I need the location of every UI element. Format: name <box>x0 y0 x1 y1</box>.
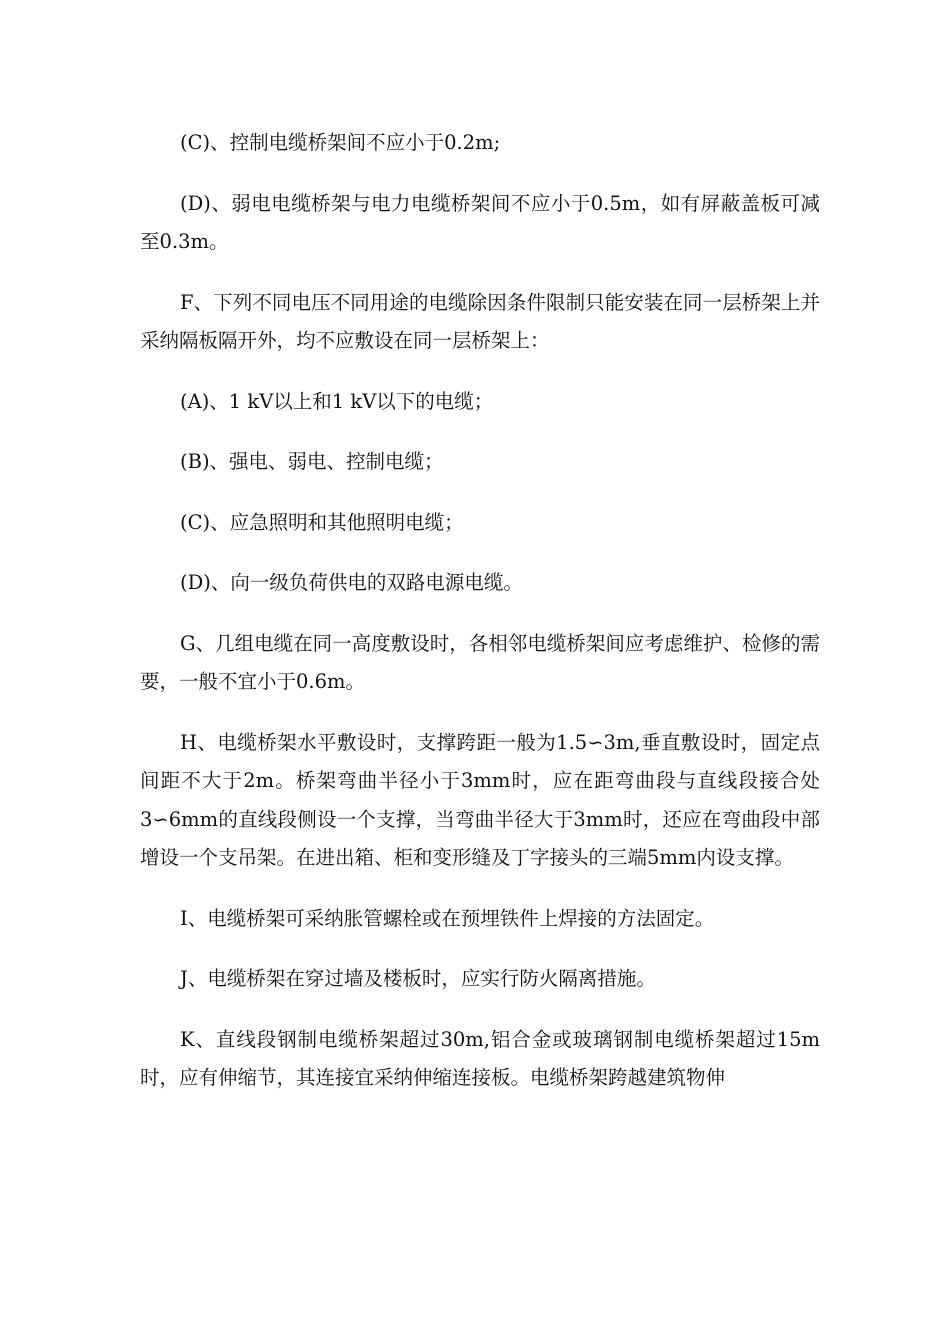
paragraph-j-fire-isolation: J、电缆桥架在穿过墙及楼板时，应实行防火隔离措施。 <box>180 967 656 990</box>
paragraph-i-fixing: I、电缆桥架可采纳胀管螺栓或在预埋铁件上焊接的方法固定。 <box>180 906 715 930</box>
paragraph-g-spacing: G、几组电缆在同一高度敷设时，各相邻电缆桥架间应考虑维护、检修的需要，一般不宜小于0.6m。 <box>140 631 820 693</box>
paragraph-f-separation-rule: F、下列不同电压不同用途的电缆除因条件限制只能安装在同一层桥架上并采纳隔板隔开外，均不应敷设在同一层桥架上： <box>140 290 820 352</box>
document-body <box>140 124 820 1120</box>
paragraph-c-control-cable: (C)、控制电缆桥架间不应小于0.2m; <box>180 131 501 154</box>
paragraph-a-voltage: (A)、1 kV以上和1 kV以下的电缆； <box>180 389 494 413</box>
paragraph-h-support-span: H、电缆桥架水平敷设时，支撑跨距一般为1.5∽3m,垂直敷设时，固定点间距不大于2m。桥架弯曲半径小于3mm时，应在距弯曲段与直线段接合处3∽6mm的直线段侧设一个支撑，当弯曲半径大于3mm时，还应在弯曲段中部增设一个支吊架。在进出箱、柜和变形缝及丁字接头的三端5mm内设支撑。 <box>140 730 820 869</box>
paragraph-k-expansion-joint: K、直线段钢制电缆桥架超过30m,铝合金或玻璃钢制电缆桥架超过15m时，应有伸缩节，其连接宜采纳伸缩连接板。电缆桥架跨越建筑物伸 <box>140 1027 820 1089</box>
paragraph-d-weak-current: (D)、弱电电缆桥架与电力电缆桥架间不应小于0.5m，如有屏蔽盖板可减至0.3m。 <box>140 191 820 253</box>
paragraph-b-strong-weak: (B)、强电、弱电、控制电缆； <box>180 450 444 473</box>
paragraph-c-emergency-lighting: (C)、应急照明和其他照明电缆； <box>180 510 464 534</box>
paragraph-d-dual-power: (D)、向一级负荷供电的双路电源电缆。 <box>180 571 523 594</box>
